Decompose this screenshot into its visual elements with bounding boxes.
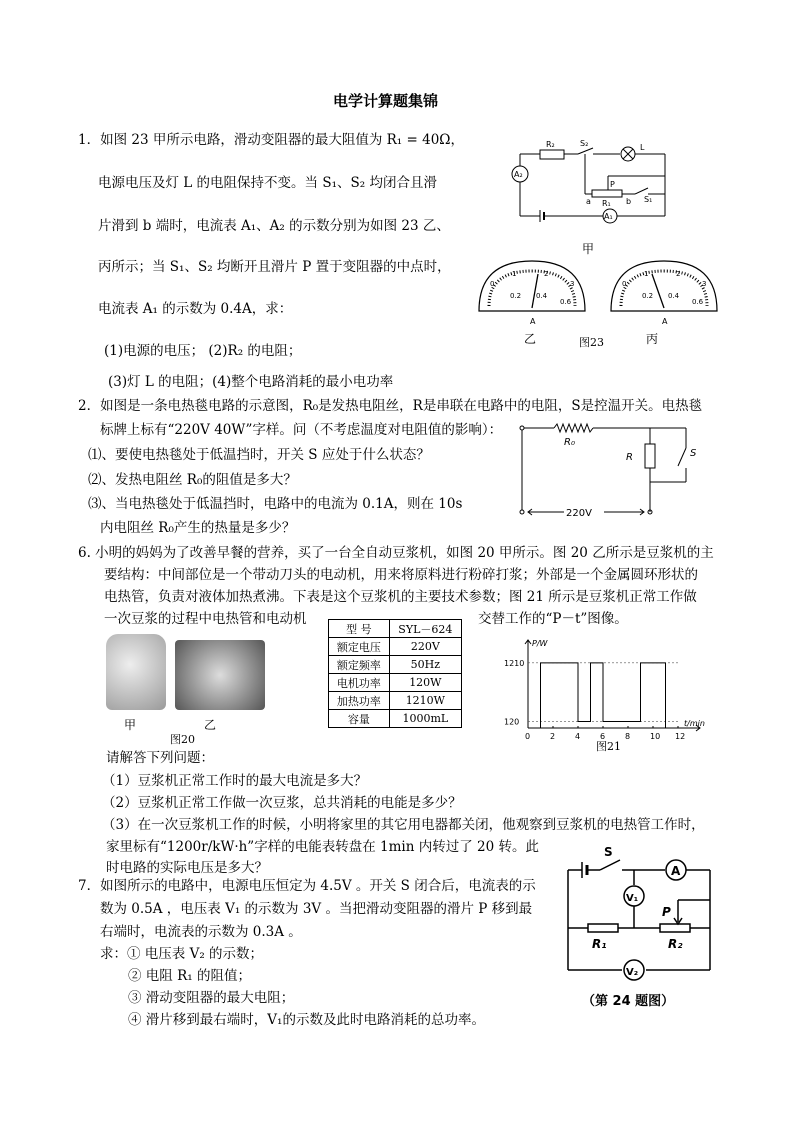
pt-chart [500,632,710,752]
figure-23-meters [474,256,774,346]
soymilk-maker-structure-photo [175,640,265,710]
q2-line: 2．如图是一条电热毯电路的示意图，R₀是发热电阻丝，R是串联在电路中的电阻，S是控温开关。电热毯 [78,398,703,414]
q7-label-v1: V₁ [626,893,639,904]
spec-key: 容量 [329,710,390,728]
meter-yi-tick: 0.6 [560,298,572,306]
table-row [329,638,462,656]
meter-yi-tick: 1 [512,270,517,278]
figure-q7-circuit [560,840,720,980]
q7-line: ② 电阻 R₁ 的阻值； [128,968,251,984]
fig20-yi-label: 乙 [204,718,217,732]
q6-question: 请解答下列问题： [106,750,214,766]
meter-bing-tick: 0 [622,280,627,288]
meter-bing-tick: 0.4 [668,292,680,300]
meter-yi-tick: 0.4 [536,292,548,300]
q7-line: 7．如图所示的电路中，电源电压恒定为 4.5V 。开关 S 闭合后，电流表的示 [78,878,536,894]
q7-label-s: S [604,845,613,859]
y-axis-label: P/W [532,639,548,648]
q7-label-v2: V₂ [626,967,639,978]
spec-key: 额定频率 [329,656,390,674]
y-tick-label: 1210 [504,658,525,668]
meter-bing-tick: 0.2 [642,292,654,300]
q6-question: （3）在一次豆浆机工作的时候，小明将家里的其它用电器都关闭，他观察到豆浆机的电热管工作时， [102,817,705,833]
x-tick-label: 8 [625,732,631,741]
q7-line: ③ 滑动变阻器的最大电阻； [128,990,295,1006]
spec-value: SYL－624 [389,620,461,638]
meter-bing-unit: A [662,317,668,326]
fig23-label-b: b [626,197,632,206]
q2-label-r0: R₀ [564,437,575,448]
meter-bing-tick: 0.6 [692,298,704,306]
fig23-label-s2: S₂ [580,139,589,148]
meter-bing-tick: 2 [676,270,681,278]
q7-label-p: P [662,905,671,919]
fig23-label-a2: A₂ [514,170,523,179]
q7-label-r2: R₂ [668,937,683,951]
q6-question: 家里标有“1200r/kW·h”字样的电能表转盘在 1min 内转过了 20 转。此 [106,839,539,855]
soymilk-maker-photo [106,634,166,710]
figure-23-circuit [500,136,700,256]
fig23-label-a1: A₁ [604,212,613,221]
q1-line: 电源电压及灯 L 的电阻保持不变。当 S₁、S₂ 均闭合且滑 [98,175,437,191]
q1-line: (1)电源的电压； (2)R₂ 的电阻； [104,343,302,359]
q7-line: 右端时，电流表的示数为 0.3A 。 [100,924,302,940]
y-tick-label: 120 [504,717,520,727]
q2-line: ⑶、当电热毯处于低温挡时，电路中的电流为 0.1A，则在 10s [88,496,463,512]
table-row [329,620,462,638]
fig23-label-r2: R₂ [546,140,555,149]
ammeter-bing [611,261,717,326]
spec-value: 120W [389,674,461,692]
q7-label-r1: R₁ [592,937,607,951]
q7-label-a: A [671,864,681,878]
table-row [329,710,462,728]
fig23-caption: 图23 [579,336,604,349]
page-title: 电学计算题集锦 [333,92,439,110]
q6-line: 一次豆浆的过程中电热管和电动机 [104,611,307,627]
spec-value: 220V [389,638,461,656]
x-tick-label: 10 [650,732,661,741]
meter-yi-tick: 2 [544,270,549,278]
q2-line: ⑴、要使电热毯处于低温挡时，开关 S 应处于什么状态？ [88,447,430,463]
q6-question: （1）豆浆机正常工作时的最大电流是多大？ [102,773,368,789]
q7-line: 数为 0.5A ，电压表 V₁ 的示数为 3V 。当把滑动变阻器的滑片 P 移到最 [100,901,533,917]
x-tick-label: 4 [575,732,581,741]
q6-question: 时电路的实际电压是多大？ [106,860,268,876]
q2-line: 标牌上标有“220V 40W”字样。问（不考虑温度对电阻值的影响）： [100,422,503,438]
spec-key: 电机功率 [329,674,390,692]
q1-line: 电流表 A₁ 的示数为 0.4A，求： [98,301,293,317]
ammeter-yi [479,261,585,326]
fig20-jia-label: 甲 [124,718,137,732]
q6-line: 要结构：中间部位是一个带动刀头的电动机，用来将原料进行粉碎打浆；外部是一个金属圆环形状的 [104,567,698,583]
q2-label-s: S [690,448,697,459]
meter-yi-tick: 0.2 [510,292,522,300]
q6-question: （2）豆浆机正常工作做一次豆浆，总共消耗的电能是多少？ [102,795,462,811]
table-row [329,656,462,674]
spec-value: 1210W [389,692,461,710]
table-row [329,674,462,692]
figure-q2-circuit [514,418,697,524]
q1-line: 片滑到 b 端时，电流表 A₁、A₂ 的示数分别为如图 23 乙、 [98,218,450,234]
spec-table [328,619,462,728]
q2-line: 内电阻丝 R₀产生的热量是多少？ [100,520,296,536]
spec-value: 50Hz [389,656,461,674]
meter-bing-tick: 3 [702,280,707,288]
fig23-bing-label: 丙 [646,332,659,346]
q2-line: ⑵、发热电阻丝 R₀的阻值是多大？ [88,472,297,488]
spec-key: 额定电压 [329,638,390,656]
spec-value: 1000mL [389,710,461,728]
table-row [329,692,462,710]
fig21-caption: 图21 [596,740,621,753]
x-axis-label: t/min [684,719,705,728]
q1-line: 丙所示；当 S₁、S₂ 均断开且滑片 P 置于变阻器的中点时， [98,259,451,275]
q7-line: 求：① 电压表 V₂ 的示数； [100,946,264,962]
meter-bing-tick: 1 [644,270,649,278]
fig23-label-a: a [586,197,591,206]
x-tick-label: 12 [675,732,686,741]
x-tick-label: 0 [525,732,531,741]
fig23-yi-label: 乙 [524,332,537,346]
fig20-caption: 图20 [170,733,195,746]
fig23-label-r1: R₁ [602,199,611,208]
q6-line: 交替工作的“P－t”图像。 [478,611,628,627]
q1-line: 1．如图 23 甲所示电路，滑动变阻器的最大阻值为 R₁ = 40Ω， [78,132,464,148]
q2-label-voltage: 220V [566,508,592,519]
meter-yi-tick: 3 [570,280,575,288]
spec-key: 型 号 [329,620,390,638]
meter-yi-unit: A [530,317,536,326]
fig23-label-s1: S₁ [644,195,653,204]
q7-line: ④ 滑片移到最右端时，V₁的示数及此时电路消耗的总功率。 [128,1012,485,1028]
q6-line: 电热管，负责对液体加热煮沸。下表是这个豆浆机的主要技术参数；图 21 所示是豆浆机正常工作做 [104,589,697,605]
fig23-label-p: P [610,180,615,189]
q6-line: 6. 小明的妈妈为了改善早餐的营养，买了一台全自动豆浆机，如图 20 甲所示。图 20 乙所示是豆浆机的主 [78,545,714,561]
q7-figure-caption: （第 24 题图） [582,994,675,1009]
spec-key: 加热功率 [329,692,390,710]
fig23-label-l: L [640,143,645,152]
q1-line: (3)灯 L 的电阻；(4)整个电路消耗的最小电功率 [108,374,394,390]
q2-label-r: R [626,452,633,463]
power-series-line [528,663,666,728]
meter-yi-tick: 0 [490,280,495,288]
x-tick-label: 6 [600,732,606,741]
x-tick-label: 2 [550,732,556,741]
fig23-jia-label: 甲 [582,242,595,256]
